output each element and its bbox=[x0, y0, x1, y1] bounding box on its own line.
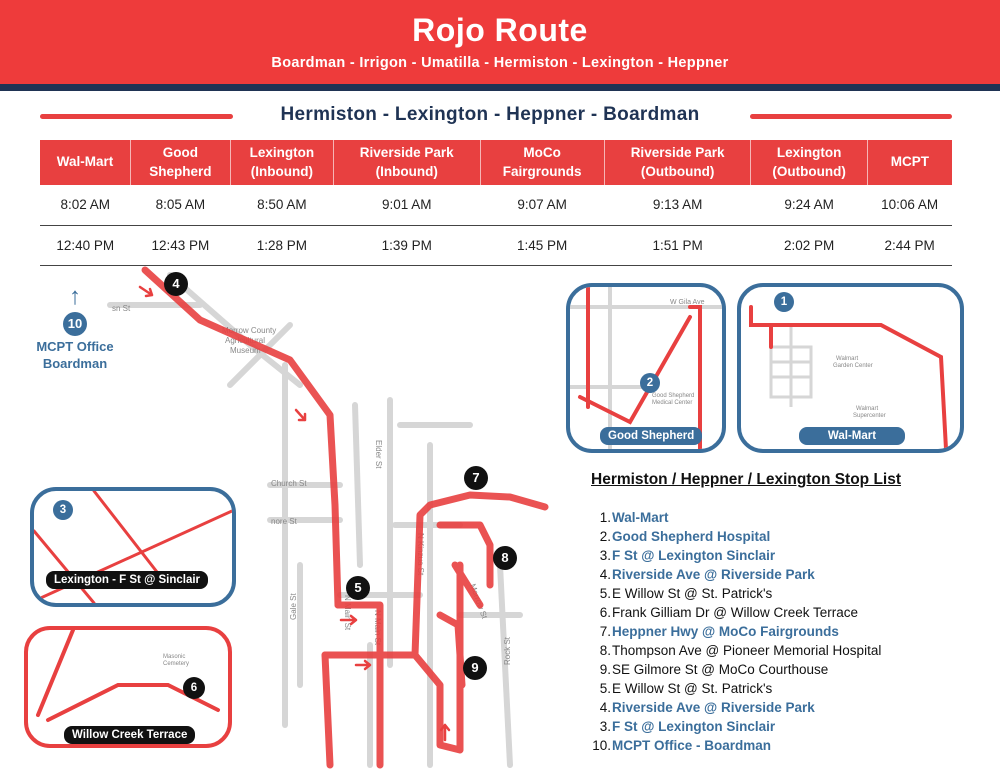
inset-map bbox=[741, 287, 960, 449]
stop-list-title: Hermiston / Heppner / Lexington Stop List bbox=[591, 471, 902, 488]
table-row bbox=[40, 185, 952, 225]
mcpt-office-marker bbox=[30, 283, 120, 372]
landmark-label: Walmart bbox=[856, 406, 879, 412]
inset-label: Willow Creek Terrace bbox=[64, 726, 195, 744]
street-label: N Kinzua St bbox=[416, 533, 425, 576]
list-item: 9.SE Gilmore St @ MoCo Courthouse bbox=[599, 662, 829, 677]
table-cell: 10:06 AM bbox=[867, 185, 952, 225]
list-item: 4.Riverside Ave @ Riverside Park bbox=[599, 567, 815, 582]
list-item: 1.Wal-Mart bbox=[599, 510, 669, 525]
column-header: Wal-Mart bbox=[40, 140, 131, 185]
inset-label: Lexington - F St @ Sinclair bbox=[46, 571, 208, 589]
inset-label: Wal-Mart bbox=[799, 427, 905, 445]
column-header: Riverside Park (Outbound) bbox=[604, 140, 751, 185]
landmark-label: Garden Center bbox=[833, 363, 873, 369]
landmark-label: Good Shepherd bbox=[652, 393, 695, 399]
page-subtitle: Boardman - Irrigon - Umatilla - Hermiston - Lexington - Heppner bbox=[271, 55, 729, 71]
table-cell: 2:44 PM bbox=[867, 225, 952, 265]
stop-marker[interactable]: 7 bbox=[464, 466, 488, 490]
landmark-label: Walmart bbox=[836, 356, 859, 362]
landmark-label: Supercenter bbox=[853, 413, 886, 419]
landmark-label: Agricultural bbox=[225, 336, 266, 345]
stop-marker[interactable]: 2 bbox=[640, 373, 660, 393]
table-cell: 12:40 PM bbox=[40, 225, 131, 265]
stop-marker[interactable]: 9 bbox=[463, 656, 487, 680]
street-label: nore St bbox=[271, 517, 297, 526]
route-heading: Hermiston - Lexington - Heppner - Boardman bbox=[280, 104, 700, 125]
table-cell: 12:43 PM bbox=[131, 225, 231, 265]
table-cell: 8:05 AM bbox=[131, 185, 231, 225]
list-item: 8.Thompson Ave @ Pioneer Memorial Hospital bbox=[599, 643, 882, 658]
street-label: Church St bbox=[271, 479, 307, 488]
table-cell: 2:02 PM bbox=[751, 225, 867, 265]
header-divider bbox=[0, 84, 1000, 91]
stop-marker[interactable]: 3 bbox=[53, 500, 73, 520]
list-item: 2.Good Shepherd Hospital bbox=[599, 529, 771, 544]
table-cell: 8:50 AM bbox=[230, 185, 333, 225]
inset-willow-creek bbox=[24, 626, 232, 748]
list-item: 7.Heppner Hwy @ MoCo Fairgrounds bbox=[599, 624, 839, 639]
landmark-label: Morrow County bbox=[222, 326, 277, 335]
table-cell: 1:28 PM bbox=[230, 225, 333, 265]
header-banner bbox=[0, 0, 1000, 84]
table-cell: 8:02 AM bbox=[40, 185, 131, 225]
schedule-header-row bbox=[40, 140, 952, 185]
stop-marker[interactable]: 1 bbox=[774, 292, 794, 312]
stop-marker[interactable]: 6 bbox=[183, 677, 205, 699]
street-label: sn St bbox=[112, 304, 131, 313]
page-title: Rojo Route bbox=[412, 12, 588, 48]
table-cell: 9:13 AM bbox=[604, 185, 751, 225]
stop-list bbox=[592, 508, 881, 755]
mcpt-office-label: MCPT Office Boardman bbox=[36, 339, 114, 371]
stop-marker[interactable]: 8 bbox=[493, 546, 517, 570]
stop-marker[interactable]: 5 bbox=[346, 576, 370, 600]
inset-map bbox=[570, 287, 722, 449]
list-item: 6.Frank Gilliam Dr @ Willow Creek Terrace bbox=[599, 605, 858, 620]
list-item: 3.F St @ Lexington Sinclair bbox=[599, 548, 776, 563]
street-label: W Gila Ave bbox=[670, 299, 705, 306]
street-label: N Main St bbox=[343, 595, 352, 631]
column-header: MCPT bbox=[867, 140, 952, 185]
table-cell: 9:01 AM bbox=[333, 185, 480, 225]
heading-rule-right bbox=[750, 114, 952, 119]
inset-lexington bbox=[30, 487, 236, 607]
table-cell: 9:07 AM bbox=[480, 185, 604, 225]
list-item: 3.F St @ Lexington Sinclair bbox=[599, 719, 776, 734]
north-arrow-icon: ↑ bbox=[69, 283, 81, 310]
inset-good-shepherd bbox=[566, 283, 726, 453]
table-cell: 1:51 PM bbox=[604, 225, 751, 265]
landmark-label: Masonic bbox=[163, 654, 186, 660]
table-cell: 1:39 PM bbox=[333, 225, 480, 265]
column-header: MoCo Fairgrounds bbox=[480, 140, 604, 185]
street-label: Gale St bbox=[289, 593, 298, 620]
list-item: 10.MCPT Office - Boardman bbox=[592, 738, 772, 753]
landmark-label: Medical Center bbox=[652, 400, 693, 406]
inset-label: Good Shepherd bbox=[600, 427, 702, 445]
landmark-label: Museum bbox=[230, 346, 261, 355]
column-header: Good Shepherd bbox=[131, 140, 231, 185]
schedule-table bbox=[40, 140, 952, 266]
list-item: 5.E Willow St @ St. Patrick's bbox=[599, 681, 773, 696]
table-row bbox=[40, 225, 952, 265]
list-item: 4.Riverside Ave @ Riverside Park bbox=[599, 700, 815, 715]
stop-marker[interactable]: 4 bbox=[164, 272, 188, 296]
street-label: Rock St bbox=[503, 636, 512, 665]
table-cell: 9:24 AM bbox=[751, 185, 867, 225]
column-header: Lexington (Outbound) bbox=[751, 140, 867, 185]
list-item: 5.E Willow St @ St. Patrick's bbox=[599, 586, 773, 601]
stop-marker: 10 bbox=[63, 312, 87, 336]
street-label: Elder St bbox=[374, 440, 383, 469]
table-cell: 1:45 PM bbox=[480, 225, 604, 265]
heading-rule-left bbox=[40, 114, 233, 119]
street-label: N Main St bbox=[373, 610, 382, 646]
landmark-label: Cemetery bbox=[163, 661, 190, 667]
column-header: Riverside Park (Inbound) bbox=[333, 140, 480, 185]
street-label: Morrow St bbox=[468, 582, 490, 620]
inset-walmart bbox=[737, 283, 964, 453]
column-header: Lexington (Inbound) bbox=[230, 140, 333, 185]
